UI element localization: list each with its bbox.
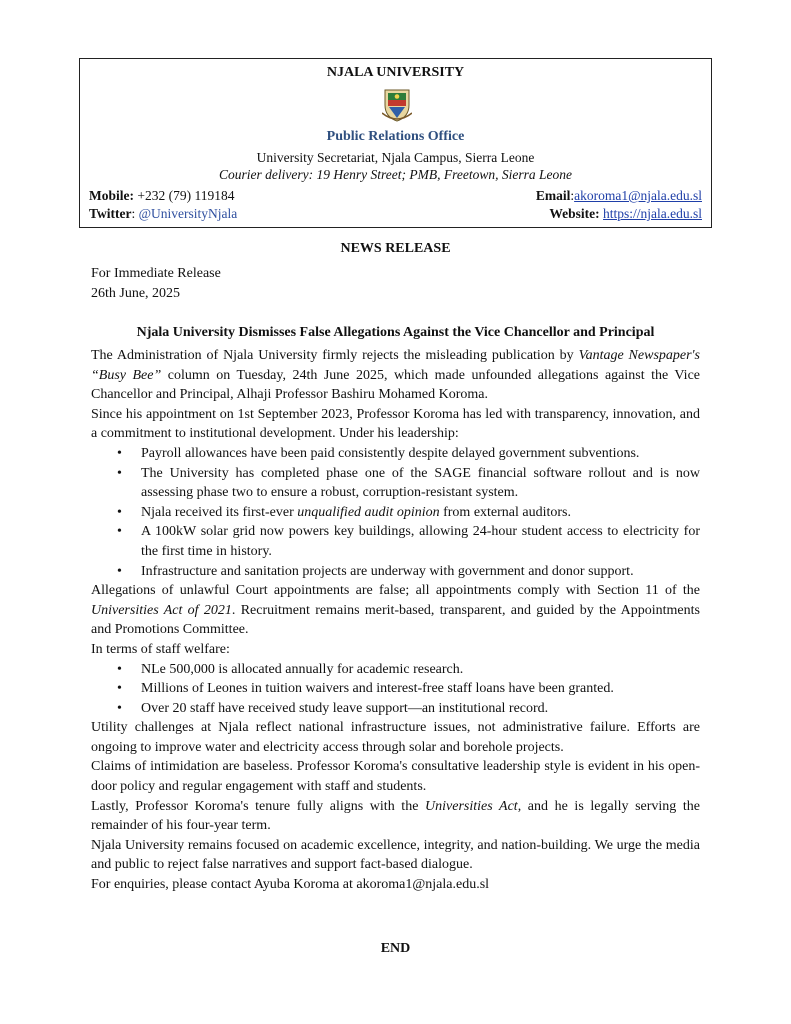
mobile-label: Mobile: — [89, 188, 134, 203]
audit-text-c: from external auditors. — [439, 504, 572, 520]
office-name: Public Relations Office — [326, 129, 465, 144]
news-release-heading: NEWS RELEASE — [340, 241, 451, 256]
appointments-text-c: . Recruitment remains merit-based, transparent, and guided by the Appointments and Promotions Committee. — [91, 602, 700, 638]
newspaper-name: Vantage Newspaper's “Busy Bee” — [91, 348, 701, 383]
list-item: • Payroll allowances have been paid consistently despite delayed government subventions. — [141, 444, 700, 464]
appointments-text-a: Allegations of unlawful Court appointments are false; all appointments comply with Section 11 of the — [91, 583, 700, 599]
intro-text-a: The Administration of Njala University firmly rejects the misleading publication by — [91, 348, 579, 363]
welfare-list — [91, 660, 700, 719]
email-contact: Email:akoroma1@njala.edu.sl — [535, 188, 702, 203]
audit-text-a: Njala received its first-ever — [141, 504, 298, 520]
courier-address: Courier delivery: 19 Henry Street; PMB, Freetown, Sierra Leone — [219, 167, 572, 182]
list-item: • A 100kW solar grid now powers key buildings, allowing 24-hour student access to electricity for the first time in history. — [141, 522, 700, 561]
email-label: Email — [535, 188, 571, 203]
paragraph-intimidation: Claims of intimidation are baseless. Professor Koroma's consultative leadership style is evident in his open-door policy and regular engagement with staff and students. — [91, 759, 700, 795]
website-label: Website: — [549, 206, 600, 221]
list-item: • NLe 500,000 is allocated annually for academic research. — [141, 660, 700, 680]
paragraph-appointment: Since his appointment on 1st September 2023, Professor Koroma has led with transparency, innovation, and a commitment to institutional development. Under his leadership: — [91, 406, 700, 442]
release-body — [91, 346, 700, 895]
list-item — [141, 503, 700, 523]
paragraph-tenure — [91, 797, 700, 836]
tenure-act-name: Universities Act — [425, 798, 518, 814]
release-immediacy: For Immediate Release — [91, 266, 221, 281]
email-link[interactable]: akoroma1@njala.edu.sl — [574, 188, 702, 203]
letterhead — [79, 58, 712, 228]
list-item: • The University has completed phase one of the SAGE financial software rollout and is now assessing phase two to ensure a robust, corruption-resistant system. — [141, 464, 700, 503]
leadership-list — [91, 444, 700, 581]
release-title: Njala University Dismisses False Allegations Against the Vice Chancellor and Principal — [136, 325, 655, 340]
university-crest-logo — [382, 87, 412, 123]
list-item: • Millions of Leones in tuition waivers and interest-free staff loans have been granted. — [141, 679, 700, 699]
act-name: Universities Act of 2021 — [91, 602, 232, 618]
paragraph-focus: Njala University remains focused on academic excellence, integrity, and nation-building. We urge the media and public to reject false narratives and support fact-based dialogue. — [91, 837, 700, 873]
tenure-text-a: Lastly, Professor Koroma's tenure fully aligns with the — [91, 798, 426, 814]
website-contact — [549, 206, 702, 222]
list-item: • Infrastructure and sanitation projects are underway with government and donor support. — [141, 562, 700, 582]
paragraph-intro — [91, 346, 700, 405]
twitter-label: Twitter — [89, 206, 132, 221]
paragraph-welfare: In terms of staff welfare: — [91, 641, 230, 657]
mobile-contact — [89, 188, 234, 204]
twitter-handle[interactable]: @UniversityNjala — [138, 206, 238, 221]
office-address: University Secretariat, Njala Campus, Sierra Leone — [256, 150, 535, 165]
mobile-number: +232 (79) 119184 — [134, 188, 235, 203]
tenure-text-c: , and he is legally serving the remainder of his four-year term. — [91, 798, 700, 834]
intro-text-c: column on Tuesday, 24th June 2025, which made unfounded allegations against the Vice Chancellor and Principal, Alhaji Professor Bashiru Mohamed Koroma. — [91, 367, 700, 403]
paragraph-appointments — [91, 581, 700, 640]
audit-opinion: unqualified audit opinion — [297, 504, 440, 520]
release-date: 26th June, 2025 — [91, 286, 181, 301]
website-link[interactable]: https://njala.edu.sl — [603, 206, 702, 221]
university-name: NJALA UNIVERSITY — [326, 65, 465, 80]
twitter-contact: Twitter: @UniversityNjala — [89, 206, 238, 221]
list-item: • Over 20 staff have received study leave support—an institutional record. — [141, 699, 700, 719]
end-marker: END — [380, 941, 411, 956]
paragraph-enquiries: For enquiries, please contact Ayuba Koroma at akoroma1@njala.edu.sl — [91, 877, 490, 893]
paragraph-utility: Utility challenges at Njala reflect national infrastructure issues, not administrative failure. Efforts are ongoing to improve water and electricity access through solar and borehole projects. — [91, 720, 700, 755]
